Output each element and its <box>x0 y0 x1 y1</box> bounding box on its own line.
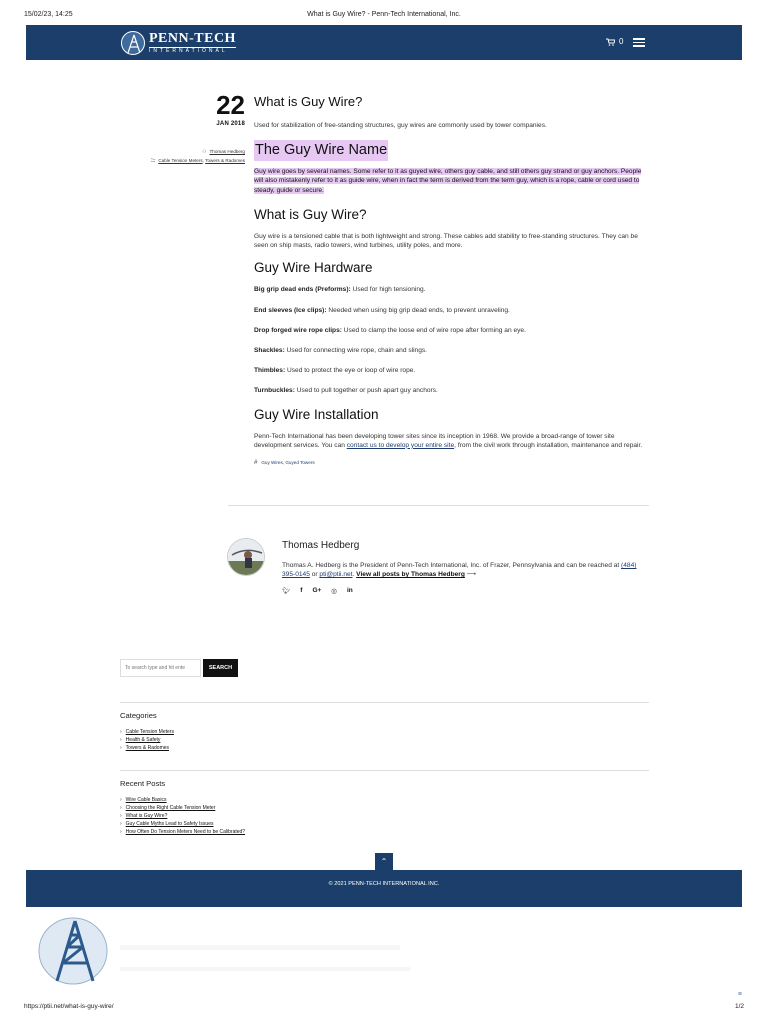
list-item <box>120 796 245 804</box>
post-month-year: JAN 2018 <box>216 121 245 127</box>
category-link[interactable]: Towers & Radomes <box>125 745 170 751</box>
recent-post-link[interactable]: Choosing the Right Cable Tension Meter <box>125 805 216 811</box>
category-link[interactable]: Cable Tension Meters <box>158 157 203 163</box>
post-author-link[interactable]: Thomas Hedberg <box>209 149 245 154</box>
cart-icon <box>606 38 615 46</box>
recent-posts-title: Recent Posts <box>120 779 166 788</box>
highlighted-heading: The Guy Wire Name <box>254 140 388 161</box>
author-email-link[interactable]: pti@ptii.net <box>319 571 353 579</box>
post-title: What is Guy Wire? <box>254 94 363 109</box>
logo-globe-icon <box>121 31 145 55</box>
recent-post-link[interactable]: How Often Do Tension Meters Need to be Calibrated? <box>125 829 246 835</box>
category-link[interactable]: Health & Safety <box>125 737 161 743</box>
post-meta: ⚇ Thomas Hedberg 🗀 Cable Tension Meters, Towers & Radomes <box>150 149 245 163</box>
google-plus-icon[interactable]: G+ <box>312 587 322 595</box>
tag-icon: # <box>254 460 258 467</box>
hardware-item: Drop forged wire rope clips: Used to clamp the loose end of wire rope after forming an eye. <box>254 326 526 334</box>
post-tags <box>254 460 648 466</box>
author-phone-link[interactable]: (484) 395-0145 <box>282 562 637 579</box>
print-datetime: 15/02/23, 14:25 <box>24 11 73 18</box>
section-heading: Guy Wire Hardware <box>254 260 373 276</box>
hardware-item: Thimbles: Used to protect the eye or loop of wire rope. <box>254 367 416 375</box>
print-page-title: What is Guy Wire? - Penn-Tech International, Inc. <box>307 11 461 18</box>
author-avatar <box>227 538 265 576</box>
section-heading: What is Guy Wire? <box>254 206 367 222</box>
arrow-right-icon: ⟶ <box>466 571 477 579</box>
list-item <box>120 828 245 836</box>
facebook-icon[interactable]: f <box>300 587 303 595</box>
list-item <box>120 744 174 752</box>
author-name: Thomas Hedberg <box>282 540 360 551</box>
search-input[interactable] <box>120 659 201 677</box>
hardware-item: Turnbuckles: Used to pull together or push apart guy anchors. <box>254 387 438 395</box>
user-icon: ⚇ <box>202 149 207 154</box>
category-link[interactable]: Cable Tension Meters <box>125 729 174 735</box>
site-logo[interactable] <box>121 30 236 56</box>
post-date <box>200 92 245 127</box>
print-url: https://ptii.net/what-is-guy-wire/ <box>24 1003 114 1010</box>
view-all-posts-link[interactable]: View all posts by Thomas Hedberg <box>356 571 465 579</box>
divider <box>228 505 649 506</box>
list-item <box>120 820 245 828</box>
list-item <box>120 728 174 736</box>
instagram-icon[interactable]: ◎ <box>331 588 337 596</box>
chevron-up-icon: ⌃ <box>380 857 388 866</box>
post-intro: Used for stabilization of free-standing structures, guy wires are commonly used by tower companies. <box>254 122 547 129</box>
search-form <box>120 659 238 677</box>
categories-title: Categories <box>120 711 157 720</box>
watermark-logo <box>35 915 113 987</box>
menu-lines-icon: ≡ <box>737 991 742 998</box>
folder-icon: 🗀 <box>150 157 156 163</box>
section-paragraph: Penn-Tech International has been developing tower sites since its inception in 1968. We provide a broad-range of tower site development services. You can contact us to develop your entire site, from the civil work through installation, maintenance and repair. <box>254 432 643 449</box>
logo-text: PENN-TECH <box>149 31 236 46</box>
site-header <box>26 25 742 60</box>
recent-post-link[interactable]: Guy Cable Myths Lead to Safety Issues <box>125 821 214 827</box>
category-link[interactable]: Towers & Radomes <box>205 157 245 163</box>
watermark-strip <box>120 945 400 950</box>
categories-list <box>120 728 174 752</box>
hardware-item: Big grip dead ends (Preforms): Used for high tensioning. <box>254 286 426 294</box>
author-bio: Thomas A. Hedberg is the President of Penn-Tech International, Inc. of Frazer, Pennsylvania and can be reached at (484) 395-0145 or pti@ptii.net. View all posts by Thomas Hedberg ⟶ <box>282 562 637 579</box>
print-page-number: 1/2 <box>734 1003 744 1010</box>
article-content <box>254 94 648 466</box>
divider <box>120 702 649 703</box>
section-paragraph: Guy wire is a tensioned cable that is both lightweight and strong. These cables add stability to free-standing structures. They can be seen on ship masts, radio towers, wind turbines, utility poles, and more. <box>254 232 638 250</box>
search-button[interactable]: SEARCH <box>203 659 238 677</box>
list-item <box>120 804 245 812</box>
list-item <box>120 812 245 820</box>
cart-button[interactable] <box>606 37 623 46</box>
hardware-item: Shackles: Used for connecting wire rope, chain and slings. <box>254 346 428 354</box>
recent-post-link[interactable]: Wire Cable Basics <box>125 797 167 803</box>
divider <box>120 770 649 771</box>
hardware-list <box>254 285 648 395</box>
print-footer <box>24 991 744 1010</box>
tag-links[interactable]: Guy Wires, Guyed Towers <box>261 460 315 466</box>
recent-posts-list <box>120 796 245 836</box>
list-item <box>120 736 174 744</box>
highlighted-paragraph: Guy wire goes by several names. Some refer to it as guyed wire, others guy cable, and still others guy strand or guy anchors. People will also mistakenly refer to it as guide wire, when in fact the term is derived from the term guy, which is a rope, cable or cord used to steady, guide or secure. <box>254 168 642 194</box>
twitter-icon[interactable]: 🐦︎ <box>282 588 291 596</box>
section-heading: Guy Wire Installation <box>254 406 379 422</box>
copyright-text: © 2021 PENN-TECH INTERNATIONAL INC. <box>328 881 440 887</box>
hardware-item: End sleeves (Ice clips): Needed when using big grip dead ends, to prevent unraveling. <box>254 306 510 314</box>
hamburger-menu-icon[interactable] <box>633 38 645 47</box>
cart-count: 0 <box>619 37 624 46</box>
logo-subtext: INTERNATIONAL <box>149 47 236 54</box>
linkedin-icon[interactable]: in <box>346 587 353 595</box>
print-header <box>24 11 744 21</box>
contact-link[interactable]: contact us to develop your entire site <box>346 441 455 449</box>
watermark-strip <box>120 967 410 971</box>
recent-post-link[interactable]: What is Guy Wire? <box>125 813 168 819</box>
site-footer <box>26 870 742 907</box>
back-to-top-button[interactable] <box>375 853 393 870</box>
post-day: 22 <box>216 90 245 120</box>
author-social-links <box>282 587 648 595</box>
